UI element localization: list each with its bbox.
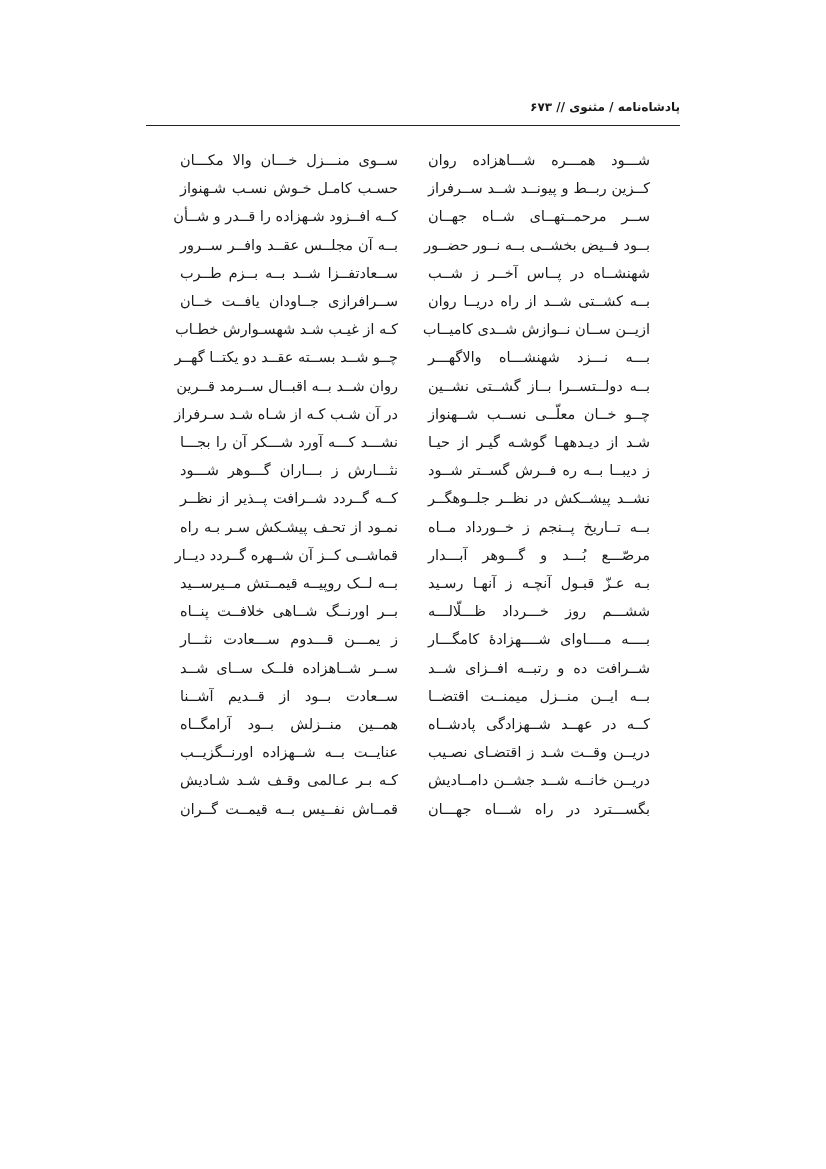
hemistich-left: روان شــد بــه اقبــال ســرمد قــرین: [176, 378, 398, 395]
hemistich-right: بــه ایــن منــزل میمنــت اقتضــا: [428, 688, 650, 705]
hemistich-right: ششـــم روز خـــرداد ظـــلّالـــه: [428, 604, 650, 621]
hemistich-left: بــه آن مجلــس عقــد وافــر ســرور: [180, 237, 398, 254]
hemistich-right: بــــه مــــاوای شــــهزادهٔ کامگـــار: [428, 632, 650, 649]
couplet-row: [0, 147, 826, 175]
hemistich-right: کــزین ربــط و پیونــد شــد ســرفراز: [428, 181, 650, 198]
hemistich-right: بـــه نـــزد شهنشـــاه والاگهـــر: [428, 350, 650, 367]
couplet-row: [0, 344, 826, 372]
couplet-row: [0, 739, 826, 767]
couplet-row: [0, 288, 826, 316]
hemistich-left: نثـــارش ز بـــاران گـــوهر شـــود: [180, 463, 398, 480]
couplet-row: [0, 260, 826, 288]
hemistich-right: دریــن وقــت شـد ز اقتضـای نصـیب: [428, 745, 650, 762]
couplet-row: [0, 175, 826, 203]
hemistich-right: شهنشــاه در پــاس آخــر ز شــب: [428, 265, 650, 282]
couplet-row: [0, 457, 826, 485]
hemistich-left: ز یمـــن قـــدوم ســـعادت نثـــار: [180, 632, 398, 649]
hemistich-left: ســعادت بــود از قــدیم آشــنا: [180, 688, 398, 705]
couplet-row: [0, 626, 826, 654]
hemistich-right: مرصّـــع بُـــد و گـــوهر آبـــدار: [428, 547, 650, 564]
couplet-row: [0, 796, 826, 824]
couplet-row: [0, 203, 826, 231]
couplet-row: [0, 711, 826, 739]
hemistich-right: ســر مرحمــتهــای شــاه جهــان: [428, 209, 650, 226]
hemistich-left: ســر شــاهزاده فلــک ســای شــد: [180, 660, 398, 677]
couplet-row: [0, 570, 826, 598]
header-rule: [146, 125, 680, 126]
couplet-row: [0, 767, 826, 795]
hemistich-right: بــه دولــتســرا بــاز گشــتی نشــین: [428, 378, 650, 395]
hemistich-left: همــین منــزلش بــود آرامگــاه: [180, 717, 398, 733]
hemistich-left: کــه گــردد شــرافت پــذیر از نظــر: [180, 491, 398, 508]
hemistich-left: نمـود از تحـف پیشـکش سـر بـه راه: [180, 519, 398, 536]
couplet-row: [0, 373, 826, 401]
couplet-row: [0, 485, 826, 513]
hemistich-right: شــرافت ده و رتبــه افــزای شــد: [428, 660, 650, 677]
hemistich-left: کـه از غیـب شـد شهسـوارش خطـاب: [175, 322, 398, 339]
hemistich-right: کــه در عهــد شــهزادگی پادشــاه: [428, 717, 650, 733]
hemistich-left: بــر اورنــگ شــاهی خلافــت پنــاه: [180, 604, 398, 621]
hemistich-right: بگســـترد در راه شـــاه جهـــان: [428, 801, 650, 818]
couplet-row: [0, 598, 826, 626]
couplet-row: [0, 316, 826, 344]
hemistich-right: بــود فــیض بخشــی بــه نــور حضــور: [424, 237, 650, 254]
couplet-row: [0, 232, 826, 260]
hemistich-left: ســوی منـــزل خـــان والا مکـــان: [180, 153, 398, 169]
hemistich-left: قماشــی کــز آن شــهره گــردد دیــار: [174, 547, 398, 564]
hemistich-right: دریــن خانــه شــد جشــن دامــادیش: [428, 773, 650, 790]
hemistich-left: ســرافرازی جــاودان یافــت خــان: [180, 294, 398, 310]
couplet-row: [0, 683, 826, 711]
couplet-row: [0, 655, 826, 683]
hemistich-left: کـه بـر عـالمی وقـف شـد شـادیش: [180, 773, 398, 790]
hemistich-right: بــه تــاریخ پــنجم ز خــورداد مــاه: [428, 519, 650, 536]
hemistich-right: بـه عـزّ قبـول آنچـه ز آنهـا رسـید: [428, 576, 650, 592]
hemistich-right: شـــود همـــره شـــاهزاده روان: [428, 153, 650, 169]
hemistich-right: چــو خــان معلّــی نســب شــهنواز: [428, 406, 650, 423]
hemistich-right: نشــد پیشــکش در نظــر جلــوهگــر: [428, 491, 650, 508]
couplet-row: [0, 514, 826, 542]
hemistich-left: حسـب کامـل خـوش نسـب شـهنواز: [180, 181, 398, 198]
hemistich-right: ز دیبــا بــه ره فــرش گســتر شــود: [428, 463, 650, 480]
running-head: پادشاه‌نامه / مثنوی // ۶۷۳: [530, 100, 680, 114]
couplet-row: [0, 401, 826, 429]
hemistich-left: نشـــد کـــه آورد شـــکر آن را بجـــا: [180, 435, 398, 451]
hemistich-right: ازیــن ســان نــوازش شــدی کامیــاب: [422, 322, 650, 339]
hemistich-left: بــه لــک روپیــه قیمــتش مــیرســید: [180, 576, 398, 592]
hemistich-left: عنایــت بــه شــهزاده اورنــگزیــب: [180, 745, 398, 762]
hemistich-left: ســعادتفــزا شــد بــه بــزم طــرب: [180, 265, 398, 282]
hemistich-left: قمــاش نفــیس بــه قیمــت گــران: [180, 801, 398, 818]
hemistich-left: در آن شـب کـه از شـاه شـد سـرفراز: [174, 406, 398, 423]
hemistich-left: کــه افــزود شـهزاده را قــدر و شــأن: [173, 209, 398, 226]
hemistich-left: چــو شــد بســته عقــد دو یکتــا گهــر: [174, 350, 398, 367]
hemistich-right: شـد از دیـدههـا گوشـه گیـر از حیـا: [428, 435, 650, 451]
couplet-row: [0, 542, 826, 570]
hemistich-right: بــه کشــتی شــد از راه دریــا روان: [428, 294, 650, 310]
couplet-row: [0, 429, 826, 457]
